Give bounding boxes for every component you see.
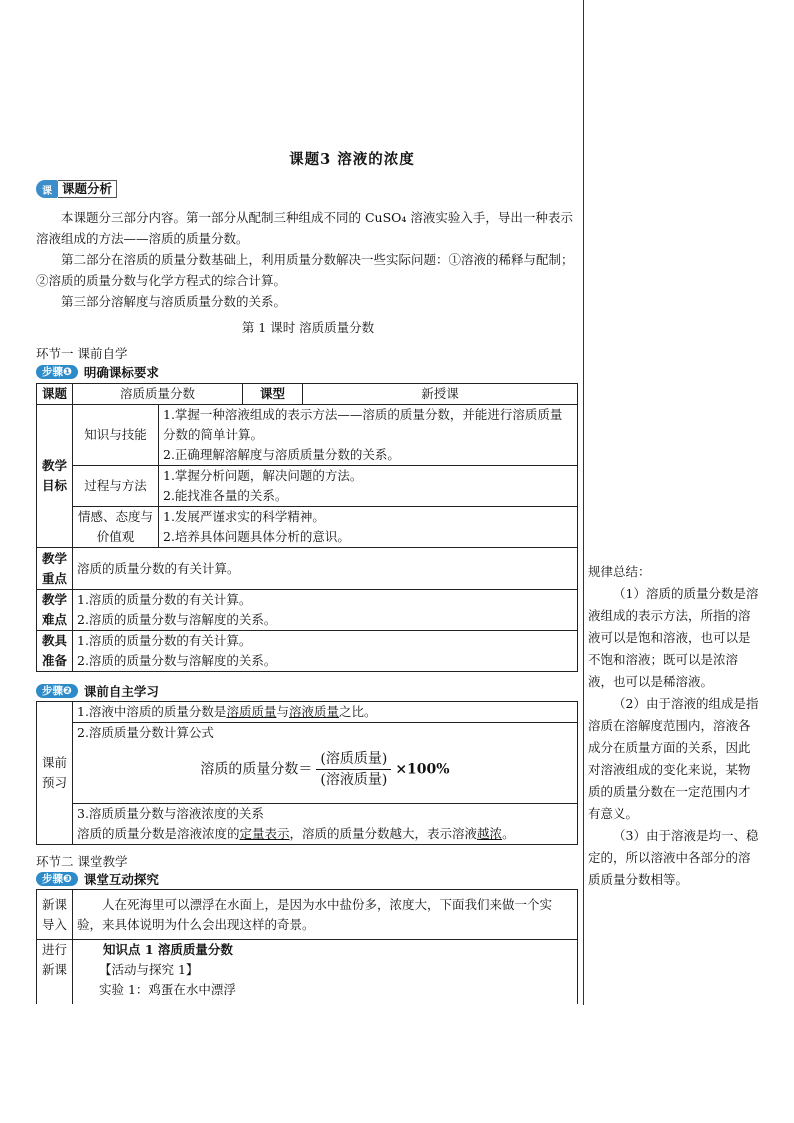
cell-diff-h: 教学难点 (37, 590, 73, 631)
cell-do-h: 进行新课 (37, 940, 73, 1005)
section-heading-1: 环节一 课前自学 (36, 346, 128, 361)
intro-text: 本课题分三部分内容。第一部分从配制三种组成不同的 CuSO₄ 溶液实验入手，导出一种表示溶液组成的方法——溶质的质量分数。 第二部分在溶质的质量分数基础上，利用质量分数解决一些实际问题：①溶液的稀释与配制；②溶质的质量分数与化学方程式的综合计算。 第三部分溶解度与溶质质量分数的关系。 (36, 210, 574, 309)
formula-fraction: $\frac{\text{(溶质质量)}}{\text{(溶液质量)}}$ (316, 749, 391, 790)
cell-key-h: 教学重点 (37, 548, 73, 590)
page-title: 课题3 溶液的浓度 (289, 151, 415, 168)
cell-k-label: 知识与技能 (73, 405, 159, 466)
cell-do: 知识点 1 溶质质量分数 【活动与探究 1】 实验 1：鸡蛋在水中漂浮 (73, 940, 578, 1005)
cell-type: 新授课 (303, 384, 578, 405)
section-heading-2: 环节二 课堂教学 (36, 854, 128, 869)
cell-diff: 1.溶质的质量分数的有关计算。 2.溶质的质量分数与溶解度的关系。 (73, 590, 578, 631)
cell-k-items: 1.掌握一种溶液组成的表示方法——溶质的质量分数，并能进行溶质质量分数的简单计算。 2.正确理解溶解度与溶质质量分数的关系。 (159, 405, 578, 466)
margin-divider (583, 0, 584, 1005)
cell-e-label: 情感、态度与价值观 (73, 507, 159, 548)
step-1: 步骤❶ 明确课标要求 (36, 364, 159, 380)
cell-p-label: 过程与方法 (73, 466, 159, 507)
step-2: 步骤❷ 课前自主学习 (36, 683, 159, 699)
cell-topic-h: 课题 (37, 384, 73, 405)
cell-e-items: 1.发展严谨求实的科学精神。 2.培养具体问题具体分析的意识。 (159, 507, 578, 548)
cell-preview-3: 3.溶质质量分数与溶液浓度的关系 溶质的质量分数是溶液浓度的定量表示，溶质的质量分数越大，表示溶液越浓。 (73, 804, 578, 845)
cell-key: 溶质的质量分数的有关计算。 (73, 548, 578, 590)
cell-topic: 溶质质量分数 (73, 384, 243, 405)
lesson-title: 第 1 课时 溶质质量分数 (241, 320, 375, 335)
badge-icon: 课 (36, 180, 58, 198)
cell-p-items: 1.掌握分析问题，解决问题的方法。 2.能找准各量的关系。 (159, 466, 578, 507)
cell-preview-2: 2.溶质质量分数计算公式 溶质的质量分数＝ $\frac{\text{(溶质质量)}}{\text{(溶液质量)}}$ ×100% (73, 723, 578, 804)
cell-goal-h: 教学目标 (37, 405, 73, 548)
formula: 溶质的质量分数＝ $\frac{\text{(溶质质量)}}{\text{(溶液质量)}}$ ×100% (200, 751, 450, 788)
step-3: 步骤❸ 课堂互动探究 (36, 871, 159, 887)
cell-type-h: 课型 (243, 384, 303, 405)
class-table (36, 889, 578, 1004)
preview-table (36, 701, 578, 845)
goals-table (36, 383, 578, 672)
cell-new-h: 新课导入 (37, 890, 73, 940)
cell-prep-h: 教具准备 (37, 631, 73, 672)
side-note: 规律总结： （1）溶质的质量分数是溶液组成的表示方法，所指的溶液可以是饱和溶液，也可以是不饱和溶液；既可以是浓溶液，也可以是稀溶液。 （2）由于溶液的组成是指溶质在溶解度范围内，溶液各成分在质量方面的关系，因此对溶液组成的变化来说，某物质的质量分数在一定范围内才有意义。 （3）由于溶液是均一、稳定的，所以溶液中各部分的溶质质量分数相等。 (588, 564, 759, 887)
cell-preview-1: 1.溶液中溶质的质量分数是溶质质量与溶液质量之比。 (73, 702, 578, 723)
cell-preview-h: 课前预习 (37, 702, 73, 845)
cell-prep: 1.溶质的质量分数的有关计算。 2.溶质的质量分数与溶解度的关系。 (73, 631, 578, 672)
cell-new: 人在死海里可以漂浮在水面上，是因为水中盐份多，浓度大，下面我们来做一个实验，来具体说明为什么会出现这样的奇景。 (73, 890, 578, 940)
analysis-badge: 课 课题分析 (36, 180, 117, 198)
